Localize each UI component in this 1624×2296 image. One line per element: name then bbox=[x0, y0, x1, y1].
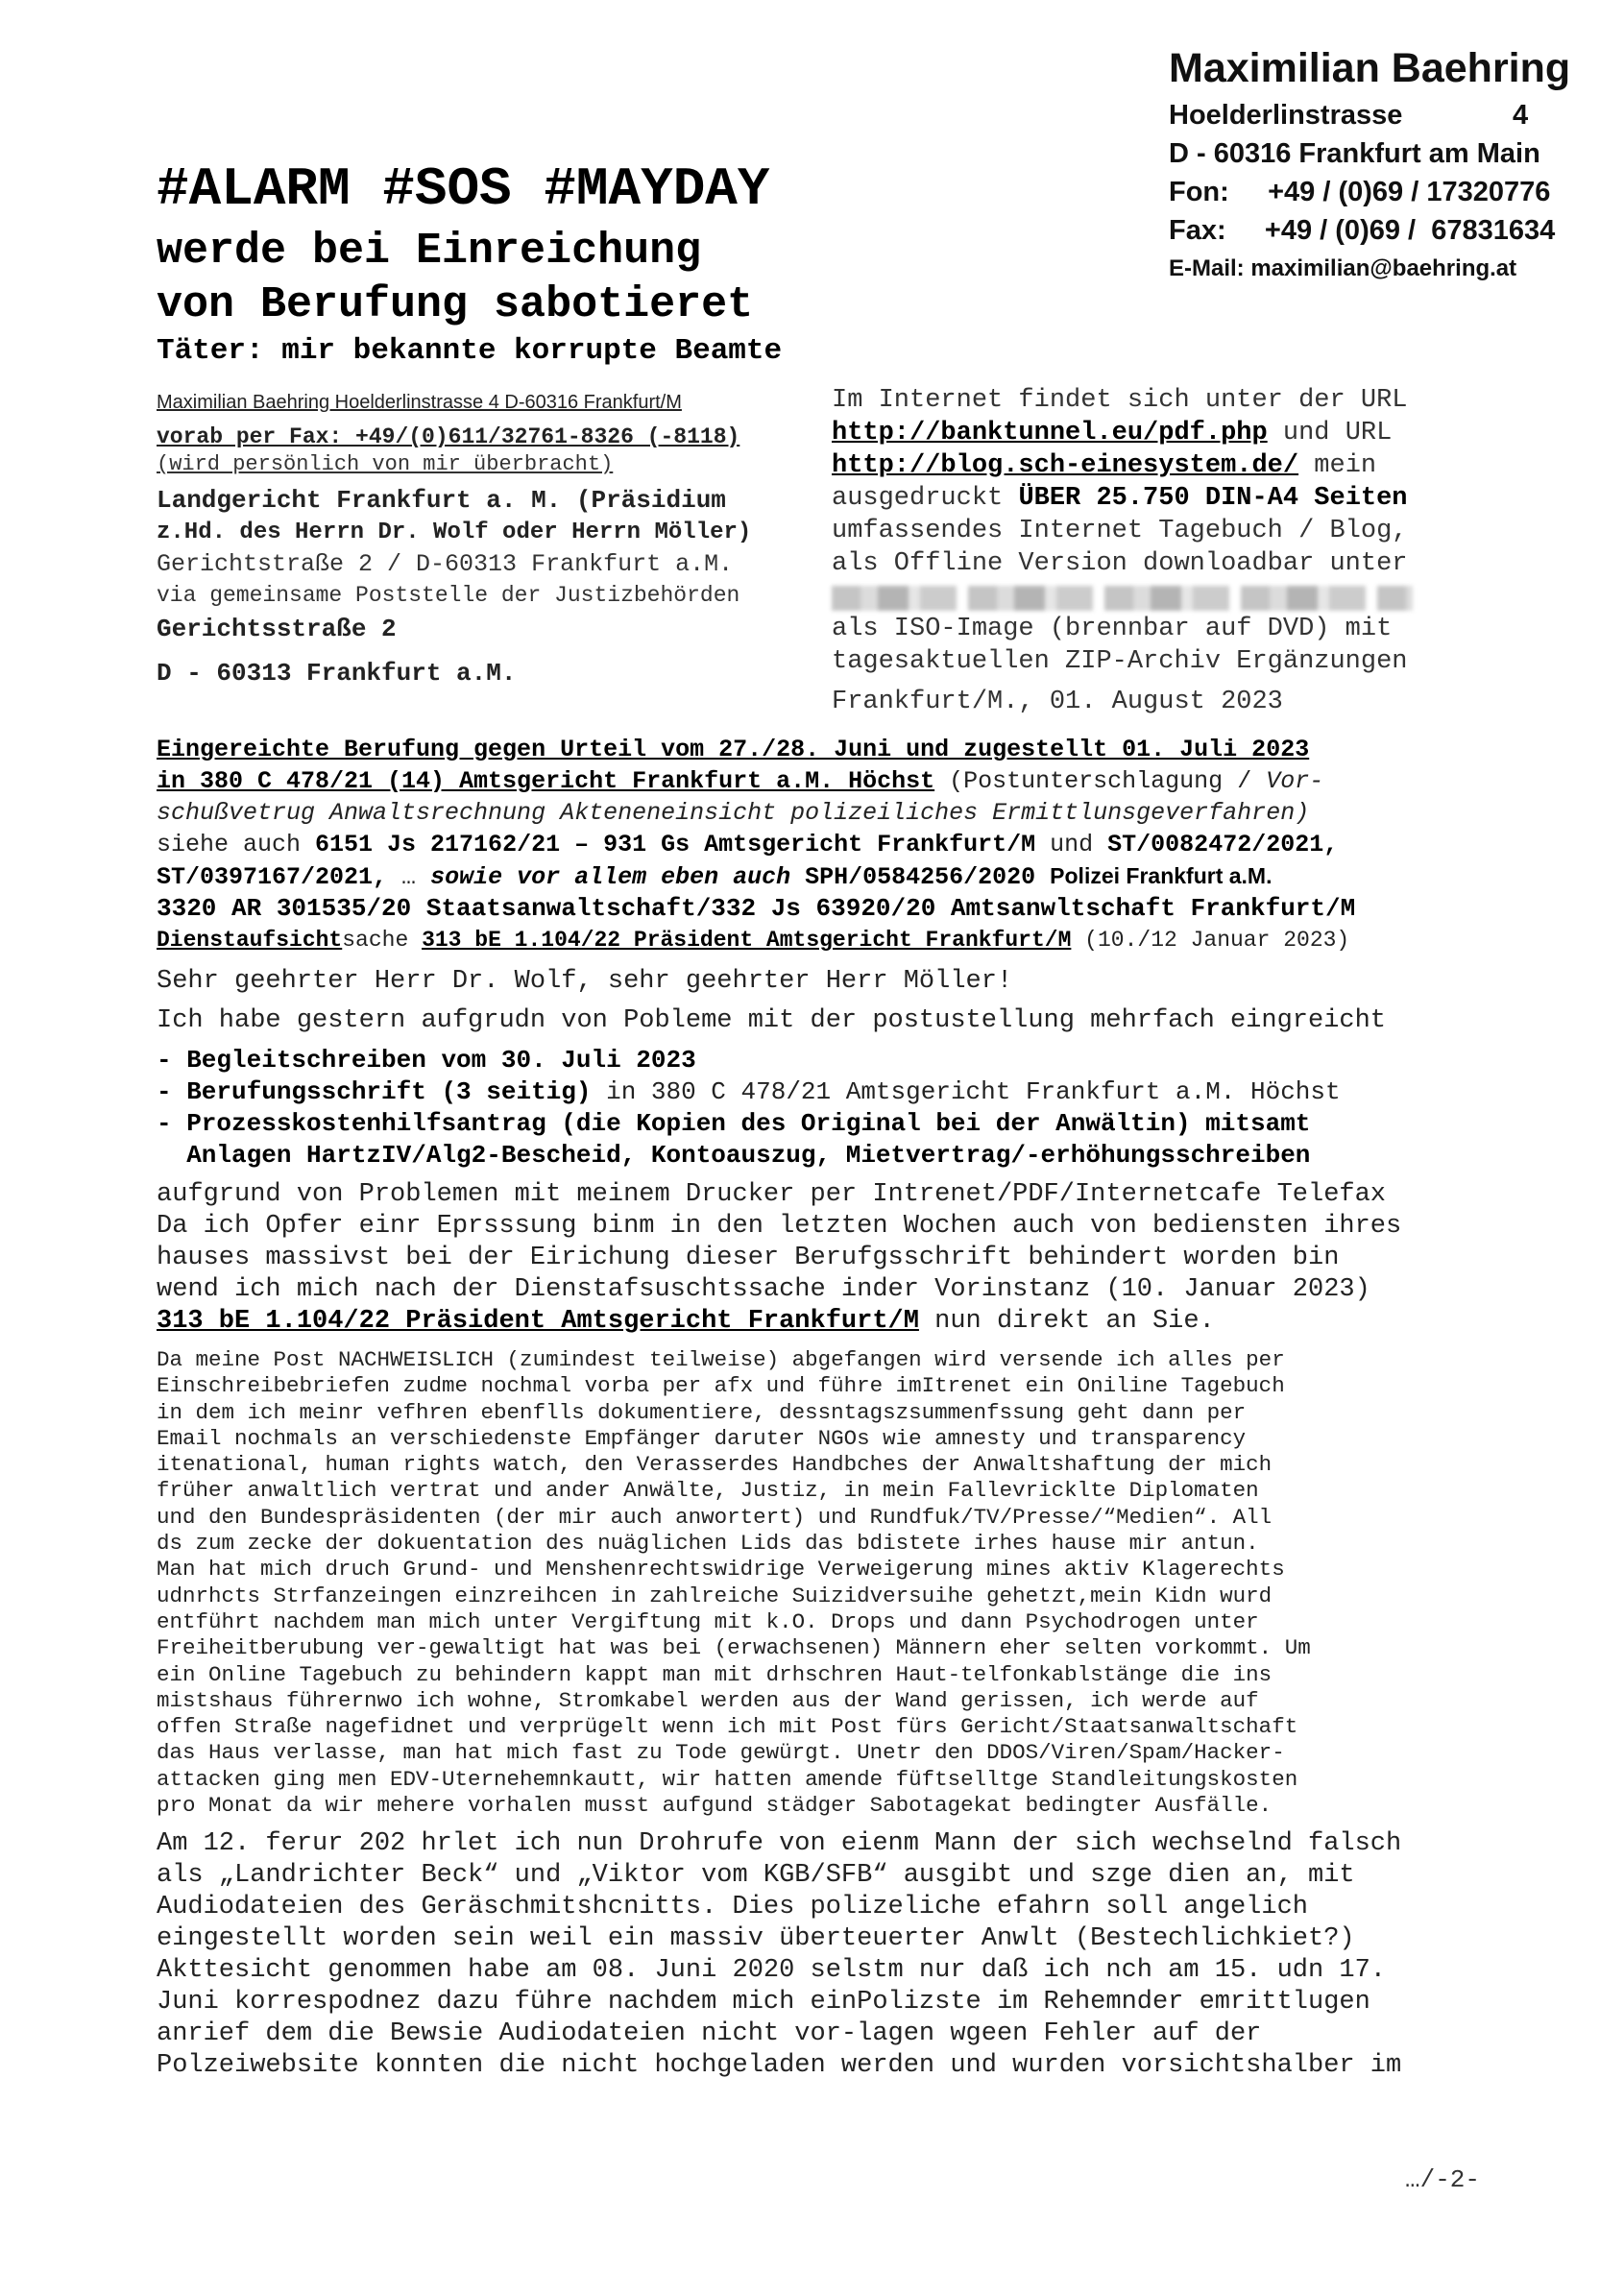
headline-line2: werde bei Einreichung bbox=[157, 227, 702, 276]
paragraph-line: wend ich mich nach der Dienstafsuschtssache inder Vorinstanz (10. Januar 2023) bbox=[157, 1275, 1370, 1304]
info-line-4: ausgedruckt ÜBER 25.750 DIN-A4 Seiten bbox=[832, 484, 1408, 513]
page-number: …/-2- bbox=[1404, 2165, 1480, 2194]
small-paragraph bbox=[157, 1347, 1482, 1819]
paragraph-line: aufgrund von Problemen mit meinem Drucker per Intrenet/PDF/Internetcafe Telefax bbox=[157, 1180, 1387, 1209]
headline-line3: von Berufung sabotieret bbox=[157, 280, 754, 329]
info-line-7: als ISO-Image (brennbar auf DVD) mit bbox=[832, 615, 1393, 643]
info-line-6: als Offline Version downloadbar unter bbox=[832, 549, 1408, 578]
small-line: mistshaus führernwo ich wohne, Stromkabel werden aus der Wand gerissen, ich werde auf bbox=[157, 1687, 1259, 1713]
info-line-8: tagesaktuellen ZIP-Archiv Ergänzungen bbox=[832, 647, 1408, 676]
paragraph-line: Polzeiwebsite konnten die nicht hochgeladen werden und wurden vorsichtshalber im bbox=[157, 2051, 1402, 2081]
small-line: Man hat mich druch Grund- und Menshenrechtswidrige Verweigerung mines aktiv Klagerechts bbox=[157, 1557, 1285, 1583]
court-street-2: Gerichtsstraße 2 bbox=[157, 615, 397, 643]
closing-paragraph bbox=[157, 1828, 1482, 2082]
ref-line-2: in 380 C 478/21 (14) Amtsgericht Frankfurt a.M. Höchst (Postunterschlagung / Vor- bbox=[157, 767, 1324, 795]
small-line: Einschreibebriefen zudme nochmal vorba per afx und führe imItrenet ein Oniline Tagebuch bbox=[157, 1373, 1285, 1399]
letter-body bbox=[157, 734, 1482, 2082]
small-line: itenational, human rights watch, den Verasserdes Handbches der Anwaltshaftung der mich bbox=[157, 1452, 1273, 1478]
small-line: und den Bundespräsidenten (der mir auch anwortert) und Rundfuk/TV/Presse/“Medien“. All bbox=[157, 1504, 1273, 1530]
paragraph-line: eingestellt worden sein weil ein massiv überteuerter Anwlt (Bestechlichkiet?) bbox=[157, 1924, 1355, 1954]
list-item: - Begleitschreiben vom 30. Juli 2023 bbox=[157, 1046, 696, 1075]
small-line: früher anwaltlich vertrat und ander Anwälte, Justiz, in mein Fallevricklte Diplomaten bbox=[157, 1478, 1259, 1504]
small-line: Freiheitberubung ver-gewaltigt hat was bei (erwachsenen) Männern eher selten vorkommt. Um bbox=[157, 1635, 1311, 1661]
headline bbox=[157, 154, 782, 371]
small-line: in dem ich meinr vefhren ebenflls dokumentiere, dessntagszsummenfssung geht dann per bbox=[157, 1399, 1247, 1425]
small-line: das Haus verlasse, man hat mich fast zu Tode gewürgt. Unetr den DDOS/Viren/Spam/Hacker- bbox=[157, 1740, 1285, 1766]
small-line: udnrhcts Strfanzeingen einzreihcen in zahlreiche Suizidversuihe gehetzt,mein Kidn wurd bbox=[157, 1583, 1273, 1608]
url-banktunnel-link[interactable]: http://banktunnel.eu/pdf.php bbox=[832, 419, 1268, 447]
ref-line-6: 3320 AR 301535/20 Staatsanwaltschaft/332 Js 63920/20 Amtsanwltschaft Frankfurt/M bbox=[157, 894, 1356, 923]
letter-date: Frankfurt/M., 01. August 2023 bbox=[832, 688, 1283, 716]
paragraph-line: als „Landrichter Beck“ und „Viktor vom KGB/SFB“ ausgibt und szge dien an, mit bbox=[157, 1861, 1355, 1891]
redacted-url bbox=[832, 580, 1504, 613]
list-item: - Prozesskostenhilfsantrag (die Kopien des Original bei der Anwältin) mitsamt bbox=[157, 1109, 1311, 1138]
small-line: attacken ging men EDV-Uternehemnkautt, wir hatten amende füftselltge Standleitungskosten bbox=[157, 1766, 1298, 1792]
court-street: Gerichtstraße 2 / D-60313 Frankfurt a.M. bbox=[157, 550, 734, 578]
sender-name: Maximilian Baehring bbox=[1169, 45, 1571, 91]
small-line: ein Online Tagebuch zu behindern kappt man mit drhschren Haut-telfonkablstänge die ins bbox=[157, 1661, 1273, 1687]
ref-line-5: ST/0397167/2021, … sowie vor allem eben auch SPH/0584256/2020 Polizei Frankfurt a.M. bbox=[157, 863, 1273, 891]
paragraph-line: anrief dem die Bewsie Audiodateien nicht vor-lagen wgeen Fehler auf der bbox=[157, 2019, 1262, 2049]
sender-city: D - 60316 Frankfurt am Main bbox=[1169, 138, 1540, 169]
sender-block bbox=[1169, 40, 1572, 288]
intro-line: Ich habe gestern aufgrudn von Pobleme mit der postustellung mehrfach eingreicht bbox=[157, 1006, 1387, 1035]
salutation: Sehr geehrter Herr Dr. Wolf, sehr geehrter Herr Möller! bbox=[157, 967, 1013, 996]
paragraph-line: 313 bE 1.104/22 Präsident Amtsgericht Frankfurt/M nun direkt an Sie. bbox=[157, 1307, 1215, 1336]
paragraph-line: Juni korrespodnez dazu führe nachdem mich einPolizste im Rehemnder emrittlugen bbox=[157, 1988, 1370, 2018]
delivery-note: (wird persönlich von mir überbracht) bbox=[157, 452, 614, 476]
small-line: pro Monat da wir mehere vorhalen musst aufgund städger Sabotagekat bedingter Ausfälle. bbox=[157, 1793, 1273, 1819]
via-line: via gemeinsame Poststelle der Justizbehörden bbox=[157, 583, 740, 608]
fax-line: vorab per Fax: +49/(0)611/32761-8326 (-8118) bbox=[157, 424, 740, 449]
small-line: Email nochmals an verschiedenste Empfänger daruter NGOs wie amnesty und transparency bbox=[157, 1425, 1247, 1451]
ref-line-7: Dienstaufsichtsache 313 bE 1.104/22 Präsident Amtsgericht Frankfurt/M (10./12 Januar 2023) bbox=[157, 928, 1350, 953]
sender-street: Hoelderlinstrasse 4 bbox=[1169, 100, 1529, 131]
ref-line-4: siehe auch 6151 Js 217162/21 – 931 Gs Amtsgericht Frankfurt/M und ST/0082472/2021, bbox=[157, 831, 1339, 858]
paragraph-line: Da ich Opfer einr Eprsssung binm in den letzten Wochen auch von bediensten ihres bbox=[157, 1212, 1402, 1241]
sender-fon: Fon: +49 / (0)69 / 17320776 bbox=[1169, 177, 1551, 207]
paragraph-line: Akttesicht genommen habe am 08. Juni 2020 selstm nur daß ich nch am 15. udn 17. bbox=[157, 1956, 1387, 1986]
paragraph-line: hauses massivst bei der Eirichung dieser Berufgsschrift behindert worden bin bbox=[157, 1244, 1340, 1272]
attention-line: z.Hd. des Herrn Dr. Wolf oder Herrn Möller) bbox=[157, 520, 752, 545]
info-line-5: umfassendes Internet Tagebuch / Blog, bbox=[832, 517, 1408, 545]
list-item: - Berufungsschrift (3 seitig) in 380 C 478/21 Amtsgericht Frankfurt a.M. Höchst bbox=[157, 1077, 1341, 1106]
small-line: ds zum zecke der dokuentation des nuäglichen Lids das bdistete irhes hause mir antun. bbox=[157, 1531, 1259, 1557]
sender-email: E-Mail: maximilian@baehring.at bbox=[1169, 255, 1517, 281]
small-line: entführt nachdem man mich unter Vergiftung mit k.O. Drops und dann Psychodrogen unter bbox=[157, 1608, 1259, 1634]
info-line-3: http://blog.sch-einesystem.de/ mein bbox=[832, 451, 1377, 480]
info-line-1: Im Internet findet sich unter der URL bbox=[832, 386, 1408, 415]
small-line: offen Straße nagefidnet und verprügelt wenn ich mit Post fürs Gericht/Staatsanwaltschaft bbox=[157, 1714, 1298, 1740]
headline-perpetrators: Täter: mir bekannte korrupte Beamte bbox=[157, 334, 783, 368]
court-city-2: D - 60313 Frankfurt a.M. bbox=[157, 659, 517, 688]
small-line: Da meine Post NACHWEISLICH (zumindest teilweise) abgefangen wird versende ich alles per bbox=[157, 1347, 1285, 1372]
info-line-2: http://banktunnel.eu/pdf.php und URL bbox=[832, 419, 1393, 447]
paragraph-line: Am 12. ferur 202 hrlet ich nun Drohrufe von eienm Mann der sich wechselnd falsch bbox=[157, 1829, 1402, 1859]
headline-alarm: #ALARM #SOS #MAYDAY bbox=[157, 158, 770, 220]
info-block bbox=[832, 384, 1504, 718]
ref-line-3: schußvetrug Anwaltsrechnung Akteneneinsicht polizeiliches Ermittlunsgeverfahren) bbox=[157, 799, 1310, 827]
ref-line-1: Eingereichte Berufung gegen Urteil vom 27./28. Juni und zugestellt 01. Juli 2023 bbox=[157, 736, 1310, 763]
sender-fax: Fax: +49 / (0)69 / 67831634 bbox=[1169, 215, 1556, 246]
url-blog-link[interactable]: http://blog.sch-einesystem.de/ bbox=[832, 451, 1299, 480]
paragraph-line: Audiodateien des Geräschmitshcnitts. Dies polizeliche efahrn soll angelich bbox=[157, 1893, 1308, 1922]
return-address: Maximilian Baehring Hoelderlinstrasse 4 D-60316 Frankfurt/M bbox=[157, 392, 682, 413]
list-item-continuation: Anlagen HartzIV/Alg2-Bescheid, Kontoauszug, Mietvertrag/-erhöhungsschreiben bbox=[157, 1141, 1311, 1170]
recipient-address bbox=[157, 388, 819, 690]
court-name: Landgericht Frankfurt a. M. (Präsidium bbox=[157, 486, 726, 515]
